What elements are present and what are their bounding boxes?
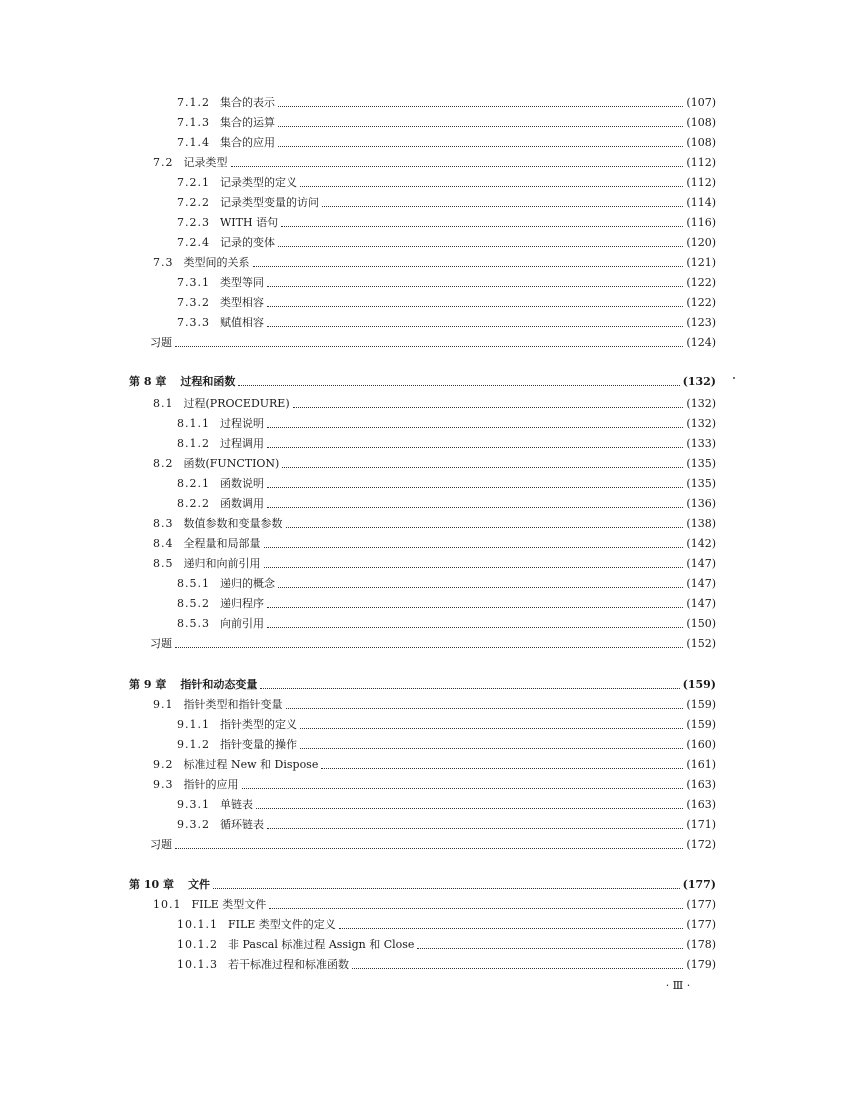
toc-number: 9.2 bbox=[153, 758, 174, 771]
dot-leader bbox=[260, 687, 679, 689]
toc-title: 集合的运算 bbox=[220, 116, 275, 129]
toc-title: 递归程序 bbox=[220, 597, 264, 610]
toc-page: (147) bbox=[686, 597, 716, 610]
toc-number: 10.1.1 bbox=[177, 918, 218, 931]
toc-entry bbox=[177, 213, 716, 233]
toc-entry bbox=[177, 715, 716, 735]
toc-page: (116) bbox=[686, 216, 716, 229]
toc-chapter bbox=[129, 675, 716, 695]
toc-entry bbox=[153, 755, 716, 775]
toc-number: 9.1.2 bbox=[177, 738, 210, 751]
dot-leader bbox=[321, 767, 683, 769]
dot-leader bbox=[267, 285, 683, 287]
toc-number: 8.1.2 bbox=[177, 437, 210, 450]
toc-entry bbox=[177, 594, 716, 614]
dot-leader bbox=[267, 626, 683, 628]
toc-title: 记录的变体 bbox=[220, 236, 275, 249]
toc-number: 8.3 bbox=[153, 517, 174, 530]
toc-page: (133) bbox=[686, 437, 716, 450]
dot-leader bbox=[267, 606, 683, 608]
toc-number: 9.3.2 bbox=[177, 818, 210, 831]
toc-number: 7.3 bbox=[153, 256, 174, 269]
toc-page: (177) bbox=[682, 878, 716, 891]
toc-page: (132) bbox=[686, 417, 716, 430]
toc-page: (132) bbox=[686, 397, 716, 410]
toc-entry bbox=[177, 614, 716, 634]
dot-leader bbox=[264, 546, 684, 548]
toc-page: (136) bbox=[686, 497, 716, 510]
toc-title: 过程和函数 bbox=[180, 375, 236, 388]
toc-page: (135) bbox=[686, 457, 716, 470]
dot-leader bbox=[269, 907, 683, 909]
dot-leader bbox=[293, 406, 684, 408]
dot-leader bbox=[286, 526, 684, 528]
dot-leader bbox=[231, 165, 684, 167]
dot-leader bbox=[253, 265, 684, 267]
toc-entry bbox=[177, 935, 716, 955]
dot-leader bbox=[417, 947, 683, 949]
dot-leader bbox=[286, 707, 684, 709]
toc-number: 7.1.4 bbox=[177, 136, 210, 149]
toc-page: (135) bbox=[686, 477, 716, 490]
toc-page: (123) bbox=[686, 316, 716, 329]
toc-title: WITH 语句 bbox=[220, 216, 279, 229]
toc-number: 10.1 bbox=[153, 898, 182, 911]
toc-chapter bbox=[129, 875, 716, 895]
dot-leader bbox=[281, 225, 683, 227]
toc-entry bbox=[150, 634, 716, 654]
toc-entry bbox=[153, 554, 716, 574]
toc-page: (112) bbox=[686, 176, 716, 189]
toc-title: 递归和向前引用 bbox=[183, 557, 261, 570]
toc-number: 10.1.2 bbox=[177, 938, 218, 951]
toc-title: 指针类型的定义 bbox=[220, 718, 297, 731]
dot-leader bbox=[267, 325, 683, 327]
dot-leader bbox=[242, 787, 684, 789]
toc-title: 赋值相容 bbox=[220, 316, 264, 329]
dot-leader bbox=[267, 827, 683, 829]
dot-leader bbox=[300, 185, 683, 187]
toc-entry bbox=[153, 153, 716, 173]
toc-number: 8.2.2 bbox=[177, 497, 210, 510]
toc-title: 类型相容 bbox=[220, 296, 264, 309]
toc-number: 10.1.3 bbox=[177, 958, 218, 971]
toc-page: (138) bbox=[686, 517, 716, 530]
dot-leader bbox=[175, 646, 683, 648]
dot-leader bbox=[213, 887, 680, 889]
toc-title: 函数(FUNCTION) bbox=[183, 457, 280, 470]
toc-number: 8.5.1 bbox=[177, 577, 210, 590]
toc-title: 指针变量的操作 bbox=[220, 738, 297, 751]
toc-title: 类型等同 bbox=[220, 276, 264, 289]
dot-leader bbox=[322, 205, 683, 207]
toc-title: 指针和动态变量 bbox=[180, 678, 258, 691]
toc-entry bbox=[150, 333, 716, 353]
toc-page: (121) bbox=[686, 256, 716, 269]
toc-page: (147) bbox=[686, 557, 716, 570]
toc-entry bbox=[153, 895, 716, 915]
toc-title: 过程说明 bbox=[220, 417, 264, 430]
toc-page: (142) bbox=[686, 537, 716, 550]
dot-leader bbox=[264, 566, 684, 568]
toc-title: 若干标准过程和标准函数 bbox=[228, 958, 349, 971]
dot-leader bbox=[339, 927, 684, 929]
toc-entry bbox=[177, 795, 716, 815]
toc-page: (152) bbox=[686, 637, 716, 650]
dot-leader bbox=[282, 466, 683, 468]
toc-title: 非 Pascal 标准过程 Assign 和 Close bbox=[228, 938, 415, 951]
toc-entry bbox=[177, 313, 716, 333]
dot-leader bbox=[267, 446, 683, 448]
toc-page: (124) bbox=[686, 336, 716, 349]
dot-leader bbox=[300, 747, 683, 749]
dot-leader bbox=[278, 125, 683, 127]
dot-leader bbox=[278, 245, 683, 247]
toc-number: 7.2.1 bbox=[177, 176, 210, 189]
toc-title: 集合的应用 bbox=[220, 136, 275, 149]
toc-number: 8.1 bbox=[153, 397, 174, 410]
toc-title: 习题 bbox=[150, 336, 172, 349]
toc-entry bbox=[177, 273, 716, 293]
dot-leader bbox=[267, 305, 683, 307]
toc-number: 第 9 章 bbox=[129, 678, 167, 691]
toc-entry bbox=[150, 835, 716, 855]
scan-speck bbox=[733, 377, 735, 379]
toc-entry bbox=[177, 955, 716, 975]
toc-title: 指针类型和指针变量 bbox=[183, 698, 283, 711]
toc-entry bbox=[153, 394, 716, 414]
toc-title: FILE 类型文件的定义 bbox=[228, 918, 336, 931]
toc-title: 递归的概念 bbox=[220, 577, 275, 590]
toc-entry bbox=[153, 454, 716, 474]
toc-number: 第 10 章 bbox=[129, 878, 174, 891]
toc-entry bbox=[177, 915, 716, 935]
toc-number: 8.5 bbox=[153, 557, 174, 570]
toc-page: (120) bbox=[686, 236, 716, 249]
dot-leader bbox=[267, 426, 683, 428]
toc-title: 类型间的关系 bbox=[183, 256, 250, 269]
dot-leader bbox=[278, 105, 683, 107]
toc-number: 7.2.4 bbox=[177, 236, 210, 249]
toc-page: (178) bbox=[686, 938, 716, 951]
toc-title: 标准过程 New 和 Dispose bbox=[183, 758, 319, 771]
toc-title: 过程(PROCEDURE) bbox=[183, 397, 290, 410]
toc-title: 习题 bbox=[150, 838, 172, 851]
toc-entry bbox=[153, 534, 716, 554]
toc-title: 循环链表 bbox=[220, 818, 264, 831]
toc-page: (108) bbox=[686, 116, 716, 129]
toc-entry bbox=[177, 293, 716, 313]
toc-entry bbox=[153, 253, 716, 273]
toc-page: (122) bbox=[686, 276, 716, 289]
toc-entry bbox=[177, 93, 716, 113]
toc-entry bbox=[177, 474, 716, 494]
toc-title: 向前引用 bbox=[220, 617, 264, 630]
toc-number: 7.2.2 bbox=[177, 196, 210, 209]
toc-entry bbox=[153, 514, 716, 534]
toc-entry bbox=[177, 133, 716, 153]
toc-title: 集合的表示 bbox=[220, 96, 275, 109]
toc-entry bbox=[177, 735, 716, 755]
dot-leader bbox=[175, 345, 683, 347]
toc-chapter bbox=[129, 372, 716, 392]
toc-page: (159) bbox=[686, 698, 716, 711]
toc-number: 第 8 章 bbox=[129, 375, 167, 388]
toc-number: 7.3.1 bbox=[177, 276, 210, 289]
toc-number: 9.1.1 bbox=[177, 718, 210, 731]
toc-title: 文件 bbox=[187, 878, 210, 891]
toc-entry bbox=[177, 434, 716, 454]
toc-entry bbox=[177, 414, 716, 434]
toc-entry bbox=[177, 494, 716, 514]
toc-number: 8.1.1 bbox=[177, 417, 210, 430]
toc-page: (132) bbox=[682, 375, 716, 388]
toc-page: (159) bbox=[686, 718, 716, 731]
toc-number: 8.5.3 bbox=[177, 617, 210, 630]
toc-title: 指针的应用 bbox=[183, 778, 239, 791]
toc-title: 单链表 bbox=[220, 798, 253, 811]
toc-page: (177) bbox=[686, 918, 716, 931]
toc-entry bbox=[177, 574, 716, 594]
toc-number: 7.1.2 bbox=[177, 96, 210, 109]
toc-page: (172) bbox=[686, 838, 716, 851]
toc-number: 8.5.2 bbox=[177, 597, 210, 610]
toc-page: (163) bbox=[686, 778, 716, 791]
toc-number: 9.1 bbox=[153, 698, 174, 711]
toc-page: (108) bbox=[686, 136, 716, 149]
toc-page: (171) bbox=[686, 818, 716, 831]
toc-page: (107) bbox=[686, 96, 716, 109]
toc-number: 8.4 bbox=[153, 537, 174, 550]
dot-leader bbox=[267, 506, 683, 508]
dot-leader bbox=[278, 586, 683, 588]
toc-entry bbox=[177, 113, 716, 133]
toc-entry bbox=[177, 193, 716, 213]
toc-page: (163) bbox=[686, 798, 716, 811]
toc-page: (160) bbox=[686, 738, 716, 751]
toc-page: (159) bbox=[682, 678, 716, 691]
dot-leader bbox=[175, 847, 683, 849]
toc-page: (147) bbox=[686, 577, 716, 590]
toc-page: (122) bbox=[686, 296, 716, 309]
toc-page: (179) bbox=[686, 958, 716, 971]
toc-number: 9.3.1 bbox=[177, 798, 210, 811]
toc-title: 记录类型 bbox=[183, 156, 228, 169]
toc-number: 8.2 bbox=[153, 457, 174, 470]
toc-number: 7.2.3 bbox=[177, 216, 210, 229]
dot-leader bbox=[267, 486, 683, 488]
toc-page: (114) bbox=[686, 196, 716, 209]
toc-entry bbox=[177, 815, 716, 835]
toc-page: (161) bbox=[686, 758, 716, 771]
toc-title: 习题 bbox=[150, 637, 172, 650]
toc-number: 7.3.2 bbox=[177, 296, 210, 309]
toc-title: FILE 类型文件 bbox=[191, 898, 267, 911]
dot-leader bbox=[256, 807, 683, 809]
toc-entry bbox=[153, 695, 716, 715]
toc-entry bbox=[177, 173, 716, 193]
toc-number: 7.1.3 bbox=[177, 116, 210, 129]
dot-leader bbox=[352, 967, 683, 969]
toc-title: 数值参数和变量参数 bbox=[183, 517, 283, 530]
dot-leader bbox=[238, 384, 679, 386]
toc-title: 记录类型变量的访问 bbox=[220, 196, 319, 209]
toc-number: 9.3 bbox=[153, 778, 174, 791]
page-number: · Ⅲ · bbox=[665, 979, 691, 992]
toc-title: 过程调用 bbox=[220, 437, 264, 450]
toc-title: 记录类型的定义 bbox=[220, 176, 297, 189]
toc-page: (177) bbox=[686, 898, 716, 911]
toc-number: 7.2 bbox=[153, 156, 174, 169]
toc-page: (150) bbox=[686, 617, 716, 630]
toc-entry bbox=[177, 233, 716, 253]
dot-leader bbox=[300, 727, 683, 729]
toc-title: 全程量和局部量 bbox=[183, 537, 261, 550]
toc-page: (112) bbox=[686, 156, 716, 169]
toc-number: 8.2.1 bbox=[177, 477, 210, 490]
toc-number: 7.3.3 bbox=[177, 316, 210, 329]
toc-title: 函数说明 bbox=[220, 477, 264, 490]
dot-leader bbox=[278, 145, 683, 147]
toc-title: 函数调用 bbox=[220, 497, 264, 510]
toc-entry bbox=[153, 775, 716, 795]
